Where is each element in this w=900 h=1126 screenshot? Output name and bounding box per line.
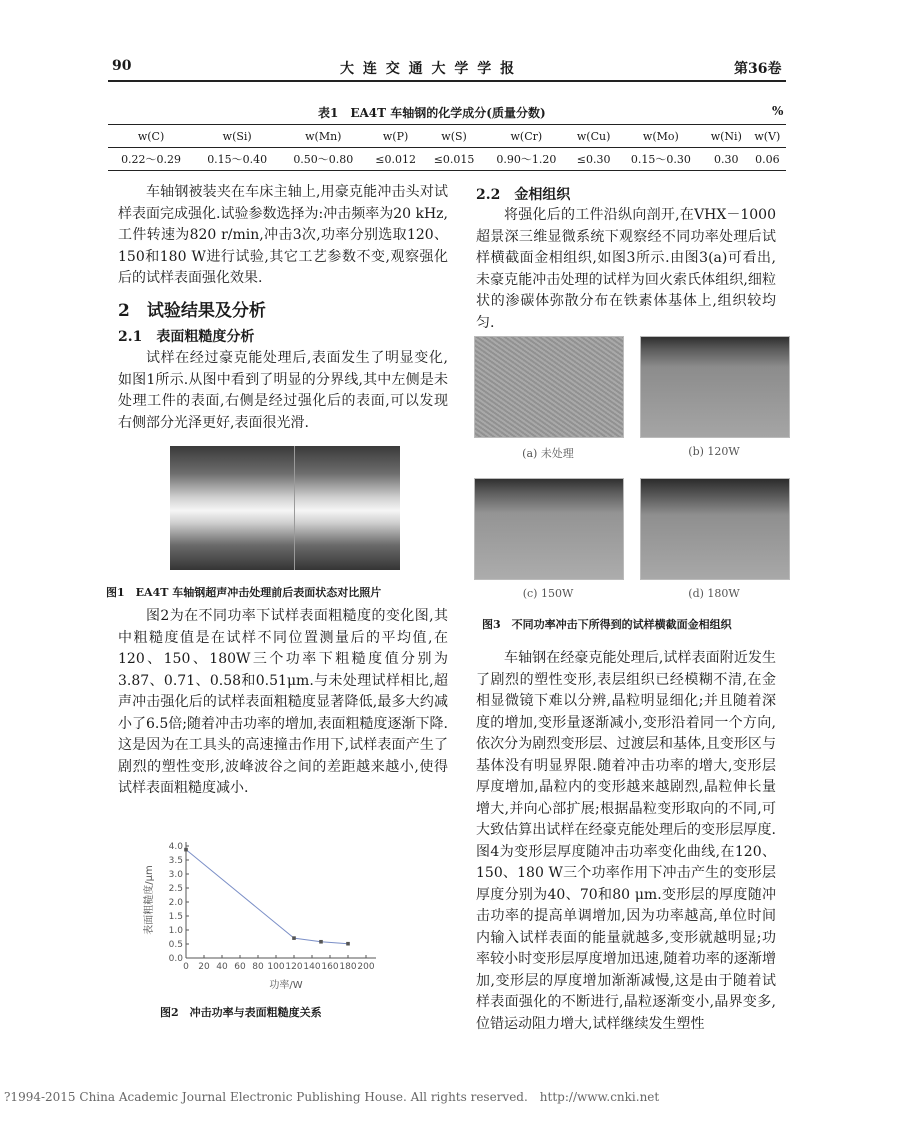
x-tick-label: 0 [183,962,189,972]
y-tick-label: 2.5 [168,884,183,894]
paragraph-deformation-layer: 车轴钢在经豪克能处理后,试样表面附近发生了剧烈的塑性变形,表层组织已经模糊不清,在金相显微镜下难以分辨,晶粒明显细化;并且随着深度的增加,变形量逐渐减小,变形沿着同一个方向,依次分为剧烈变形层、过渡层和基体,且变形区与基体没有明显界限.随着冲击功率的增大,变形层厚度增加,晶粒内的变形越来越剧烈,晶粒伸长量增大,并向心部扩展;根据晶粒变形取向的不同,可大致估算出试样在经豪克能处理后的变形层厚度.图4为变形层厚度随冲击功率变化曲线,在120、150、180 W三个功率作用下冲击产生的变形层厚度分别为40、70和80 μm.变形层的厚度随冲击功率的提高单调增加,因为功率越高,单位时间内输入试样表面的能量就越多,变形就越明显;功率较小时变形层厚度增加迅速,随着功率的逐渐增加,变形层的厚度增加渐渐减慢,这是由于随着试样表面强化的不断进行,晶粒逐渐变小,晶界变多,位错运动阻力增大,试样继续发生塑性 [476,650,776,1032]
y-tick-label: 3.0 [168,870,183,880]
table-cell: 0.06 [749,148,786,171]
data-points [184,848,350,946]
x-tick-label: 200 [357,962,375,972]
x-tick-label: 40 [216,962,228,972]
micrograph-label: (b) 120W [688,445,740,458]
data-point [319,940,323,944]
composition-table [108,124,786,171]
micrograph-150w [474,478,624,580]
surface-comparison-photo [170,446,400,570]
y-tick-label: 1.5 [168,912,183,922]
table-header-cell: w(Cr) [483,125,569,148]
paragraph-roughness-results: 图2为在不同功率下试样表面粗糙度的变化图,其中粗糙度值是在试样不同位置测量后的平均值,在120、150、180W三个功率下粗糙度值分别为3.87、0.71、0.58和0.51μm.与未处理试样相比,超声冲击强化后的试样表面粗糙度显著降低,最多大约减小了6.5倍;随着冲击功率的增加,表面粗糙度逐渐下降.这是因为在工具头的高速撞击作用下,试样表面产生了剧烈的塑性变形,波峰波谷之间的差距越来越小,使得试样表面粗糙度减小. [118,608,448,796]
table-header-cell: w(S) [425,125,483,148]
y-tick-label: 0.0 [168,954,183,964]
table-cell: 0.15～0.40 [194,148,280,171]
copyright-footer: ?1994-2015 China Academic Journal Electronic Publishing House. All rights reserved. http://www.cnki.net [4,1090,660,1104]
data-point [346,942,350,946]
table-cell: 0.22～0.29 [108,148,194,171]
paragraph-metallography: 将强化后的工件沿纵向剖开,在VHX－1000超景深三维显微系统下观察经不同功率处理后试样横截面金相组织,如图3所示.由图3(a)可看出,未豪克能冲击处理的试样为回火索氏体组织,细粒状的渗碳体弥散分布在铁素体基体上,组织较均匀. [476,207,776,331]
table-header-cell: w(Cu) [569,125,617,148]
table-header-cell: w(Ni) [704,125,749,148]
y-tick-label: 4.0 [168,842,183,852]
x-tick-label: 100 [267,962,285,972]
page-number: 90 [112,58,132,74]
table-cell: 0.30 [704,148,749,171]
table-header-cell: w(P) [366,125,424,148]
y-axis-label: 表面粗糙度/μm [144,865,155,935]
figure1-caption: 图1 EA4T 车轴钢超声冲击处理前后表面状态对比照片 [106,586,382,599]
x-tick-label: 60 [234,962,246,972]
roughness-line [186,850,348,944]
y-tick-label: 1.0 [168,926,183,936]
table1-unit: % [772,104,784,118]
micrograph-120w [640,336,790,438]
table-header-cell: w(V) [749,125,786,148]
x-tick-label: 80 [252,962,264,972]
y-tick-label: 0.5 [168,940,183,950]
paragraph-roughness-intro: 试样在经过豪克能处理后,表面发生了明显变化,如图1所示.从图中看到了明显的分界线,其中左侧是未处理工件的表面,右侧是经过强化后的表面,可以发现右侧部分光泽更好,表面很光滑. [118,350,448,431]
x-tick-label: 160 [321,962,339,972]
micrograph-180w [640,478,790,580]
boundary-line [294,446,295,570]
table-header-cell: w(Mo) [618,125,704,148]
table-cell: 0.15～0.30 [618,148,704,171]
micrograph-label: (d) 180W [688,587,740,600]
table-row [108,148,786,171]
y-tick-label: 2.0 [168,898,183,908]
x-tick-label: 120 [285,962,303,972]
table-header-cell: w(Mn) [280,125,366,148]
table-cell: ≤0.012 [366,148,424,171]
micrograph-untreated [474,336,624,438]
paragraph-setup: 车轴钢被装夹在车床主轴上,用豪克能冲击头对试样表面完成强化.试验参数选择为:冲击频率为20 kHz,工件转速为820 r/min,冲击3次,功率分别选取120、150和180 W进行试验,其它工艺参数不变,观察强化后的试样表面强化效果. [118,184,448,286]
volume-number: 第36卷 [734,61,782,77]
table-header-row [108,125,786,148]
header-rule [108,80,786,82]
table-cell: 0.90～1.20 [483,148,569,171]
table-cell: ≤0.30 [569,148,617,171]
roughness-chart [130,828,400,998]
table-cell: ≤0.015 [425,148,483,171]
micrograph-label: (c) 150W [522,587,574,600]
x-tick-label: 180 [339,962,357,972]
table-header-cell: w(C) [108,125,194,148]
table-header-cell: w(Si) [194,125,280,148]
y-tick-label: 3.5 [168,856,183,866]
data-point [292,936,296,940]
x-tick-label: 140 [303,962,321,972]
section-heading-2: 2 试验结果及分析 [118,301,266,321]
table1-caption: 表1 EA4T 车轴钢的化学成分(质量分数) [318,106,546,120]
x-axis-label: 功率/W [269,980,303,991]
micrograph-label: (a) 未处理 [522,447,574,460]
subsection-heading-2-2: 2.2 金相组织 [476,187,571,203]
x-tick-label: 20 [198,962,210,972]
data-point [184,848,188,852]
table-cell: 0.50～0.80 [280,148,366,171]
figure3-caption: 图3 不同功率冲击下所得到的试样横截面金相组织 [482,618,732,631]
subsection-heading-2-1: 2.1 表面粗糙度分析 [118,329,255,345]
journal-title: 大 连 交 通 大 学 学 报 [340,61,517,77]
figure2-caption: 图2 冲击功率与表面粗糙度关系 [160,1006,322,1019]
